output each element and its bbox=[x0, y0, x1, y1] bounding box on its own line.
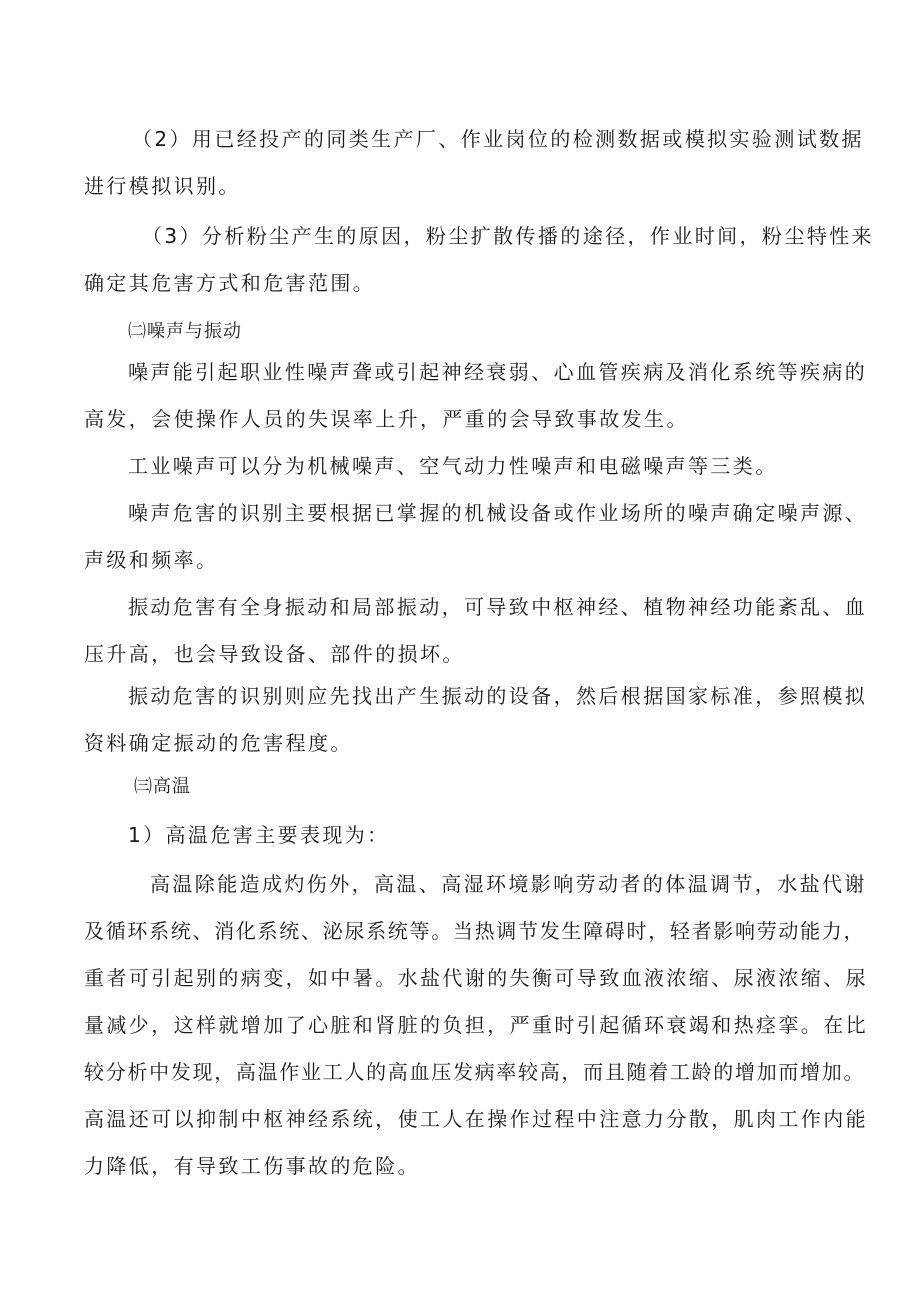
text-line: 高温还可以抑制中枢神经系统，使工人在操作过程中注意力分散，肌肉工作内能 bbox=[84, 1107, 868, 1131]
text-line: 1）高温危害主要表现为： bbox=[128, 823, 390, 847]
paragraph-method-2 bbox=[84, 116, 864, 210]
text-line: 较分析中发现，高温作业工人的高血压发病率较高，而且随着工龄的增加而增加。 bbox=[84, 1060, 866, 1084]
paragraph-heat-effects bbox=[84, 861, 868, 1190]
paragraph-noise-identification bbox=[84, 490, 867, 584]
text-line: 及循环系统、消化系统、泌尿系统等。当热调节发生障碍时，轻者影响劳动能力， bbox=[84, 919, 866, 943]
text-line: 噪声危害的识别主要根据已掌握的机械设备或作业场所的噪声确定噪声源、 bbox=[128, 501, 868, 525]
text-line: 重者可引起别的病变，如中暑。水盐代谢的失衡可导致血液浓缩、尿液浓缩、尿 bbox=[84, 966, 868, 990]
text-line: 高发，会使操作人员的失误率上升，严重的会导致事故发生。 bbox=[84, 407, 689, 431]
text-line: 资料确定振动的危害程度。 bbox=[84, 731, 353, 755]
paragraph-vibration-identification bbox=[84, 673, 867, 767]
section-heading-noise-vibration: ㈡噪声与振动 bbox=[128, 321, 242, 342]
text-line: 压升高，也会导致设备、部件的损坏。 bbox=[84, 642, 465, 666]
text-line: 进行模拟识别。 bbox=[84, 174, 241, 198]
text-line: 力降低，有导致工伤事故的危险。 bbox=[84, 1154, 420, 1178]
text-line: 振动危害有全身振动和局部振动，可导致中枢神经、植物神经功能紊乱、血 bbox=[128, 595, 868, 619]
text-line: （2）用已经投产的同类生产厂、作业岗位的检测数据或模拟实验测试数据 bbox=[132, 127, 864, 151]
list-item-heat-hazard bbox=[128, 812, 390, 859]
text-line: 噪声能引起职业性噪声聋或引起神经衰弱、心血管疾病及消化系统等疾病的 bbox=[128, 360, 868, 384]
section-heading-high-temperature: ㈢高温 bbox=[134, 776, 191, 797]
text-line: （3）分析粉尘产生的原因，粉尘扩散传播的途径，作业时间，粉尘特性来 bbox=[142, 224, 874, 248]
text-line: 高温除能造成灼伤外，高温、高湿环境影响劳动者的体温调节，水盐代谢 bbox=[150, 872, 867, 896]
paragraph-noise-effects bbox=[84, 349, 867, 443]
text-line: 振动危害的识别则应先找出产生振动的设备，然后根据国家标准，参照模拟 bbox=[128, 684, 868, 708]
paragraph-noise-types bbox=[128, 443, 778, 490]
text-line: 确定其危害方式和危害范围。 bbox=[84, 271, 376, 295]
paragraph-method-3 bbox=[84, 213, 874, 307]
text-line: 工业噪声可以分为机械噪声、空气动力性噪声和电磁噪声等三类。 bbox=[128, 454, 778, 478]
text-line: 声级和频率。 bbox=[84, 548, 219, 572]
paragraph-vibration-effects bbox=[84, 584, 867, 678]
text-line: 量减少，这样就增加了心脏和肾脏的负担，严重时引起循环衰竭和热痉挛。在比 bbox=[84, 1013, 868, 1037]
